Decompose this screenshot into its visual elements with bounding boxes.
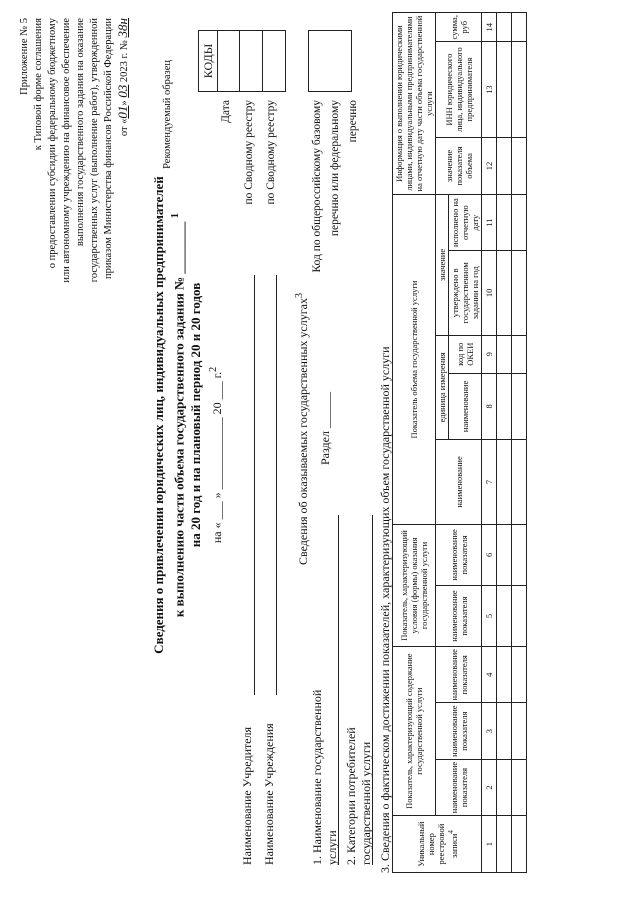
table-row[interactable] (512, 13, 527, 873)
appendix-line: выполнения государственного задания на оказание (75, 18, 86, 247)
appendix-day: 01 (115, 105, 130, 119)
codes-header: КОДЫ (198, 30, 218, 92)
th-volume-value: значение показателя объема (436, 137, 482, 195)
th-okei: код по ОКЕИ (449, 335, 482, 373)
registry-label-1: по Сводному реестру (243, 100, 255, 205)
code-cell-date[interactable] (217, 31, 240, 91)
th-indicator-name: наименование показателя (436, 524, 482, 585)
th-conditions: Показатель, характеризующий условия (формы) оказания государственной услуги (393, 524, 436, 646)
item2-line[interactable] (372, 515, 373, 865)
recommended-sample: Рекомендуемый образец (162, 60, 173, 169)
column-number-row: 1 2 3 4 5 6 7 8 9 10 11 12 13 14 (482, 13, 497, 873)
th-unit-name: наименование (449, 373, 482, 439)
item1-line[interactable] (338, 515, 339, 865)
th-inn: ИНН юридического лица, индивидуального предпринимателя (436, 42, 482, 137)
appendix-month: 03 (115, 84, 130, 98)
code-list-box[interactable] (308, 30, 352, 92)
appendix-line: государственных услуг (выполнение работ), утвержденной (89, 18, 100, 283)
appendix-line: о предоставлении субсидии федеральному бюджетному (47, 18, 58, 269)
codes-box (217, 30, 286, 92)
institution-field-line[interactable] (276, 275, 277, 695)
institution-label: Наименование Учреждения (262, 723, 276, 865)
services-title: Сведения об оказываемых государственных услугах$^3$ (294, 293, 310, 565)
founder-field-line[interactable] (254, 275, 255, 695)
date-label: Дата (220, 100, 232, 123)
th-content: Показатель, характеризующий содержание государственной услуги (393, 647, 436, 816)
th-done: исполнено на отчетную дату (449, 195, 482, 251)
th-name: наименование (436, 440, 482, 525)
th-indicator-name: наименование показателя (436, 759, 482, 815)
appendix-number: 38н (115, 18, 130, 38)
code-cell-reg2[interactable] (263, 31, 285, 91)
th-value: значение (436, 195, 449, 335)
th-unique-number: Уникальный номер реестровой записи$^4$ (393, 816, 482, 873)
th-indicator-name: наименование показателя (436, 703, 482, 759)
appendix-header (18, 18, 132, 318)
item1-label: 1. Наименование государственной услуги (310, 689, 339, 865)
code-list-label: Код по общероссийскому базовому перечню или федеральному перечню (311, 100, 359, 273)
table-row[interactable] (497, 13, 512, 873)
th-indicator-name: наименование показателя (436, 647, 482, 703)
report-date-line: на « ___ » ____________ 20 ___ г.$^2$ (208, 366, 224, 544)
th-info: Информация о выполнении юридическими лицами, индивидуальными предпринимателями на отчетную дату части объема государственной услуги (393, 13, 436, 195)
founder-label: Наименование Учредителя (240, 726, 254, 865)
item3-label: 3. Сведения о фактическом достижении показателей, характеризующих объем государственной услуги (378, 346, 392, 873)
section-label: Раздел ______ (318, 392, 332, 465)
th-volume: Показатель объема государственной услуги (393, 195, 436, 525)
appendix-line: приказом Министерства финансов Российской Федерации (103, 18, 114, 279)
appendix-line: или автономному учреждению на финансовое обеспечение (61, 18, 72, 283)
th-approved: утверждено в государственном задании на год (449, 250, 482, 335)
document-title: Сведения о привлечении юридических лиц, индивидуальных предпринимателей к выполнению части объема государственного задания № ________ $^1$ на 20 год и на плановый период 20 и 20 годов (151, 176, 204, 654)
item2-label: 2. Категории потребителей государственной услуги (344, 727, 373, 865)
th-unit: единица измерения (436, 335, 449, 439)
th-sum: сумма, руб (436, 13, 482, 43)
appendix-line: к Типовой форме соглашения (33, 18, 44, 151)
volume-table (392, 12, 527, 873)
appendix-line: Приложение № 5 (19, 18, 30, 95)
th-indicator-name: наименование показателя (436, 585, 482, 646)
code-cell-reg1[interactable] (240, 31, 263, 91)
registry-label-2: по Сводному реестру (265, 100, 277, 205)
appendix-date: от «01» 03 2023 г. № 38н (115, 18, 130, 137)
